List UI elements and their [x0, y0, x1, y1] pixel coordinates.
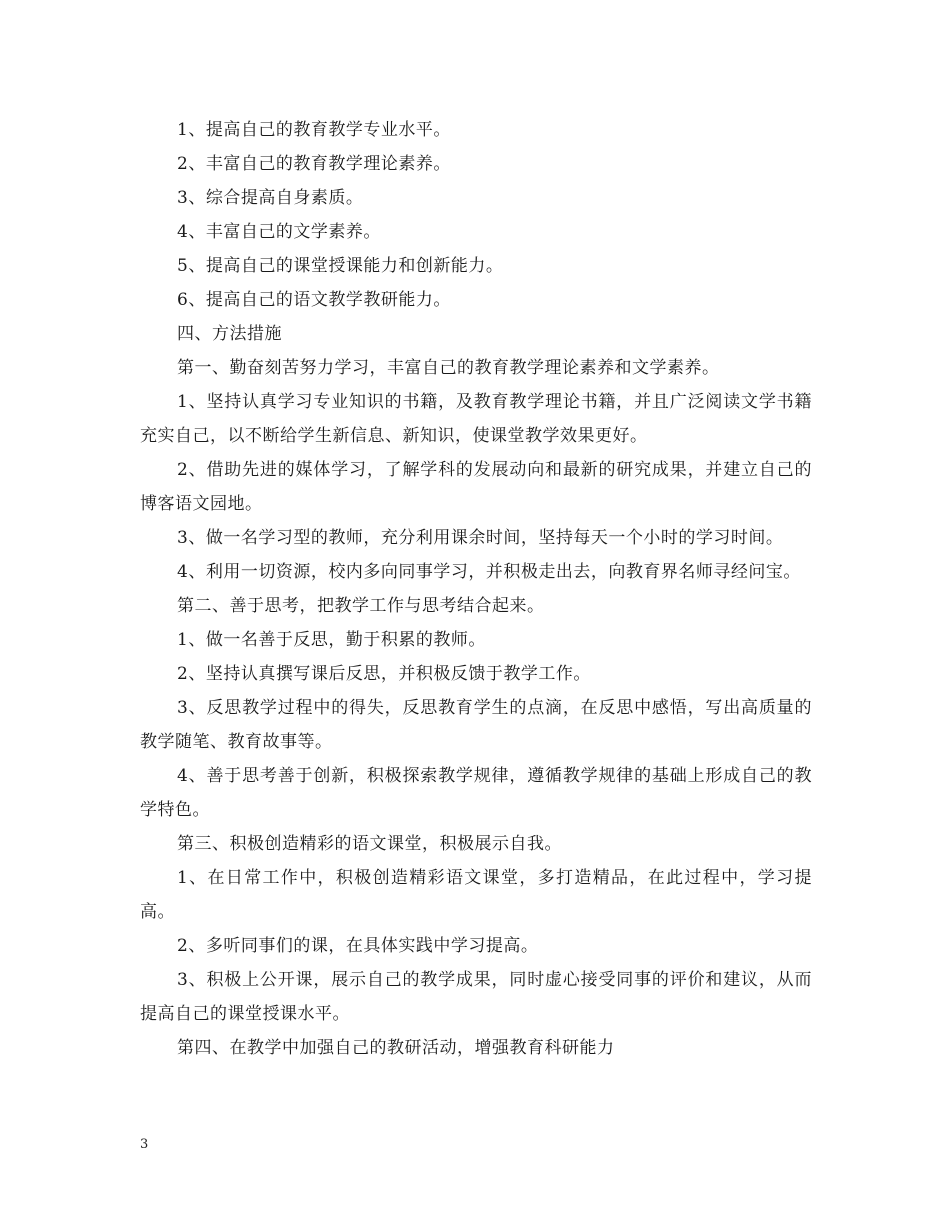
subsection-heading: 第一、勤奋刻苦努力学习，丰富自己的教育教学理论素养和文学素养。: [177, 358, 720, 378]
subsection-heading: 第三、积极创造精彩的语文课堂，积极展示自我。: [177, 834, 562, 854]
paragraph: 4、善于思考善于创新，积极探索教学规律，遵循教学规律的基础上形成自己的教学特色。: [140, 766, 812, 820]
paragraph: 2、丰富自己的教育教学理论素养。: [177, 154, 451, 174]
paragraph: 3、反思教学过程中的得失，反思教育学生的点滴，在反思中感悟，写出高质量的教学随笔、教育故事等。: [140, 698, 812, 752]
paragraph: 2、借助先进的媒体学习，了解学科的发展动向和最新的研究成果，并建立自己的博客语文园地。: [140, 460, 812, 514]
document-body: [140, 113, 812, 1065]
paragraph: 4、丰富自己的文学素养。: [177, 222, 381, 242]
subsection-heading: 第四、在教学中加强自己的教研活动，增强教育科研能力: [177, 1038, 615, 1058]
section-heading: 四、方法措施: [177, 324, 282, 344]
paragraph: 3、积极上公开课，展示自己的教学成果，同时虚心接受同事的评价和建议，从而提高自己的课堂授课水平。: [140, 970, 812, 1024]
paragraph: 2、坚持认真撰写课后反思，并积极反馈于教学工作。: [177, 664, 591, 684]
paragraph: 4、利用一切资源，校内多向同事学习，并积极走出去，向教育界名师寻经问宝。: [177, 562, 801, 582]
paragraph: 2、多听同事们的课，在具体实践中学习提高。: [177, 936, 539, 956]
paragraph: 6、提高自己的语文教学教研能力。: [177, 290, 451, 310]
paragraph: 3、综合提高自身素质。: [177, 188, 364, 208]
paragraph: 1、提高自己的教育教学专业水平。: [177, 120, 451, 140]
paragraph: 1、坚持认真学习专业知识的书籍，及教育教学理论书籍，并且广泛阅读文学书籍充实自己，以不断给学生新信息、新知识，使课堂教学效果更好。: [140, 392, 812, 446]
paragraph: 3、做一名学习型的教师，充分利用课余时间，坚持每天一个小时的学习时间。: [177, 528, 784, 548]
subsection-heading: 第二、善于思考，把教学工作与思考结合起来。: [177, 596, 545, 616]
paragraph: 1、做一名善于反思，勤于积累的教师。: [177, 630, 486, 650]
paragraph: 1、在日常工作中，积极创造精彩语文课堂，多打造精品，在此过程中，学习提高。: [140, 868, 812, 922]
page-number: 3: [140, 1137, 149, 1152]
paragraph: 5、提高自己的课堂授课能力和创新能力。: [177, 256, 504, 276]
